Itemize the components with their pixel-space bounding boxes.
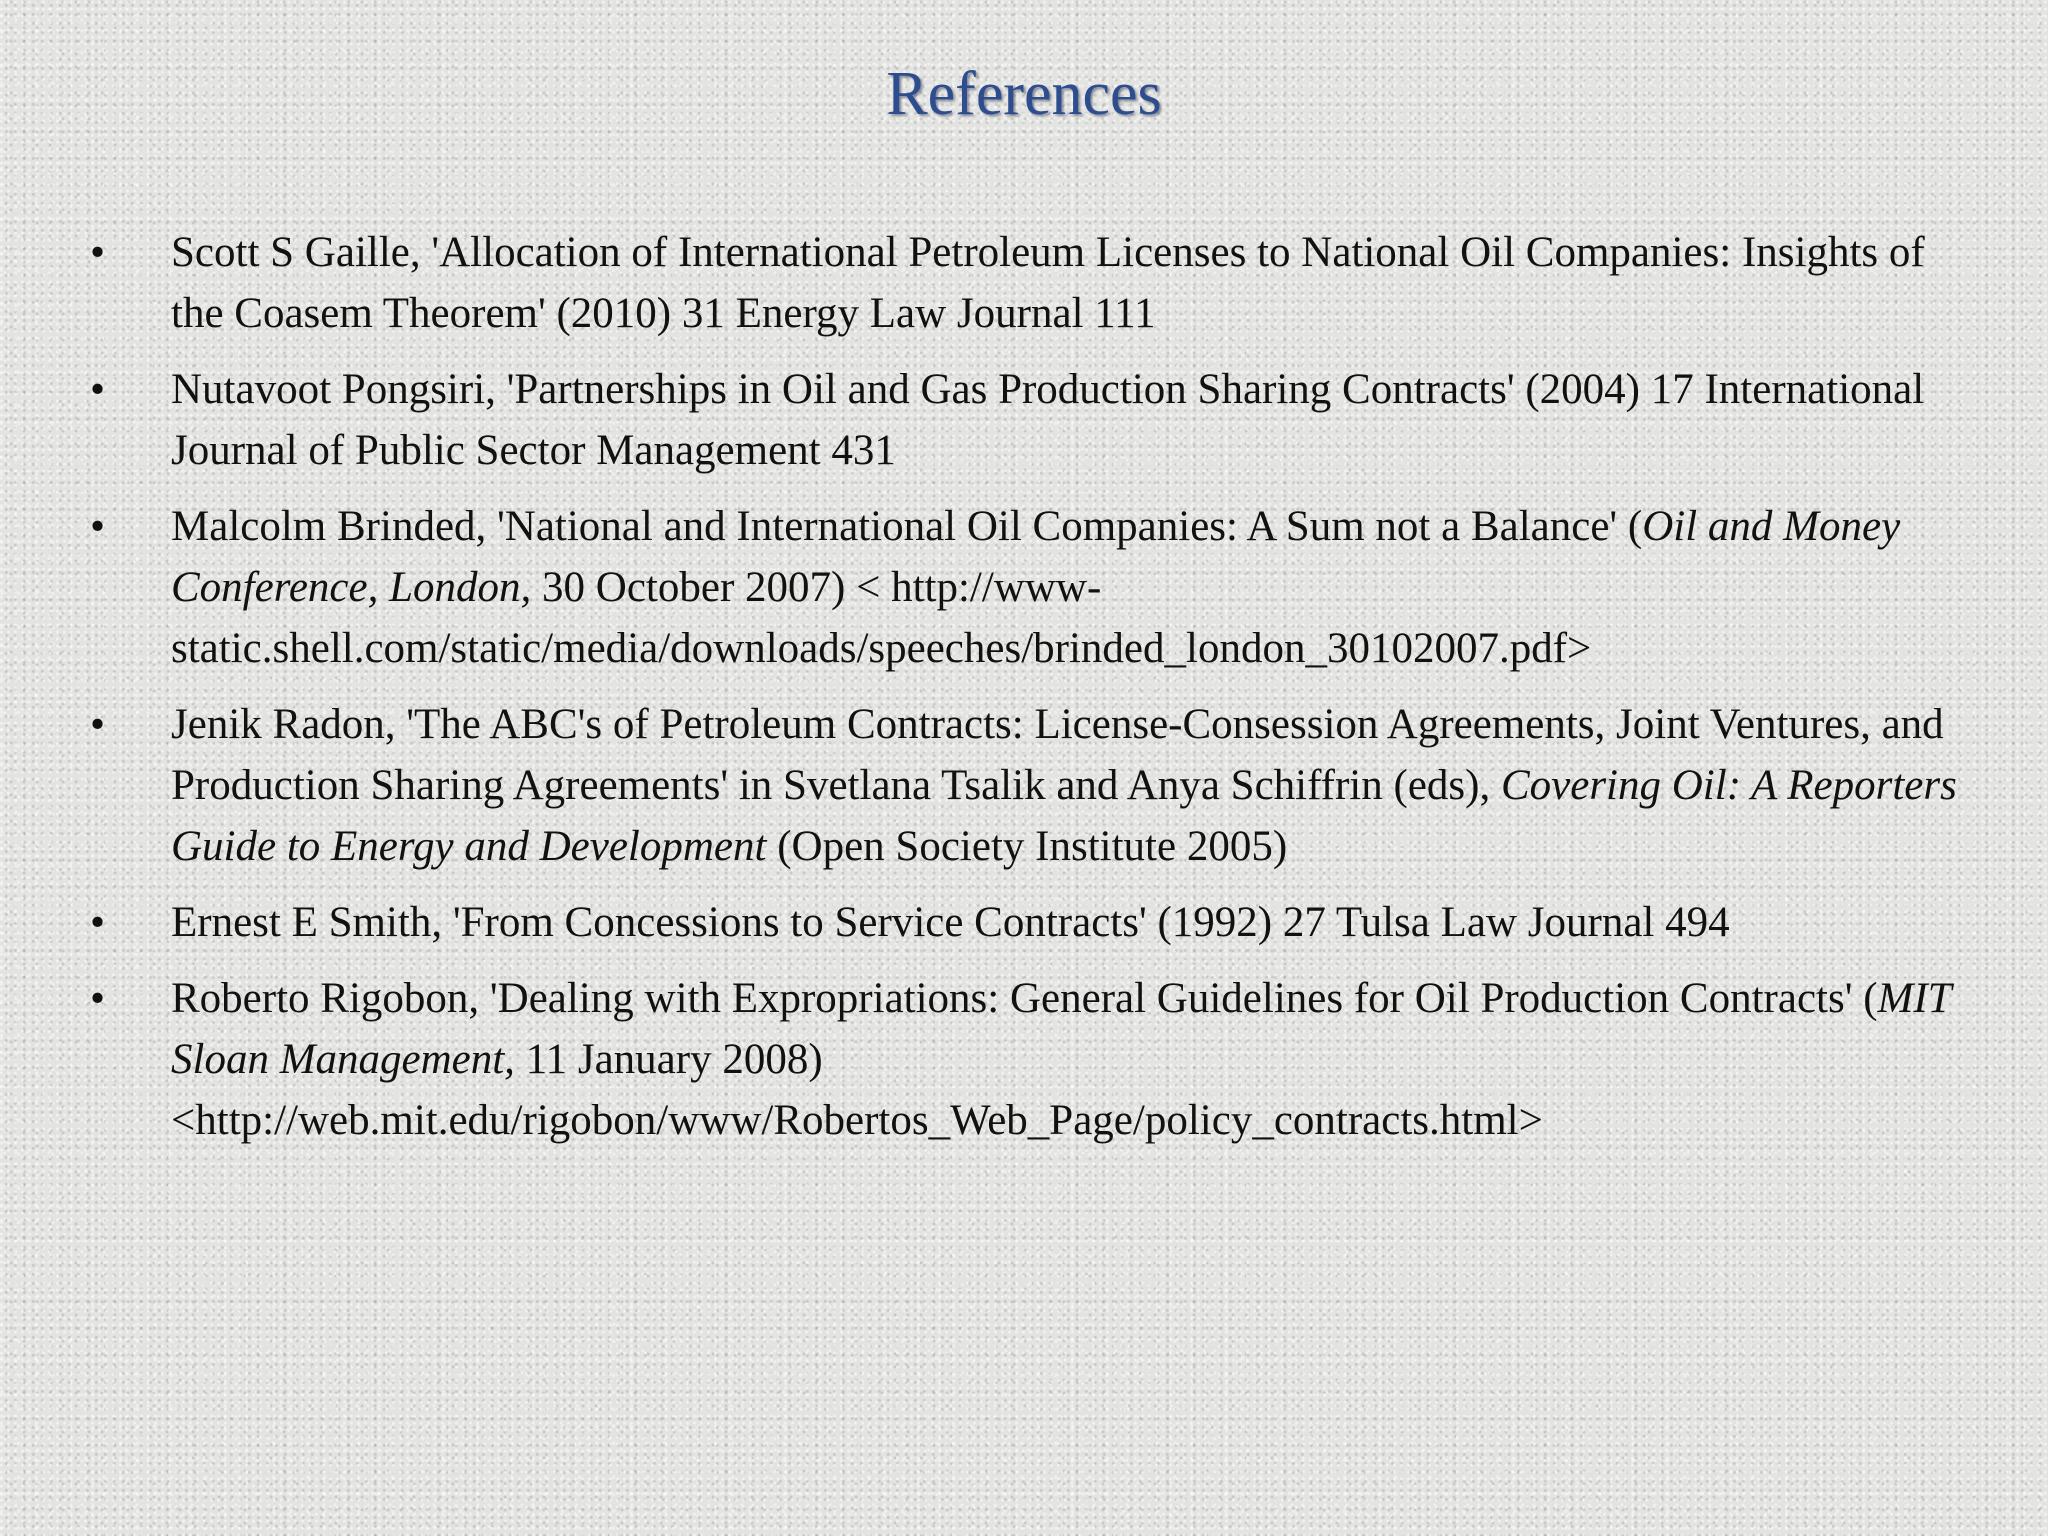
reference-italic-source: Oil and Money Conference, London,	[171, 503, 1901, 611]
reference-item	[85, 496, 1985, 679]
reference-item	[85, 359, 1985, 481]
reference-text-tail: (Open Society Institute 2005)	[766, 823, 1288, 870]
reference-italic-source: MIT Sloan Management,	[171, 975, 1951, 1083]
reference-text-tail: 11 January 2008) <http://web.mit.edu/rigobon/www/Robertos_Web_Page/policy_contracts.html>	[171, 1036, 1543, 1144]
reference-italic-source: Covering Oil: A Reporters Guide to Energy and Development	[171, 762, 1957, 870]
reference-text: Ernest E Smith, 'From Concessions to Service Contracts' (1992) 27 Tulsa Law Journal 494	[171, 899, 1730, 946]
bullet-icon: •	[90, 503, 106, 550]
bullet-icon: •	[90, 229, 106, 276]
references-list	[85, 222, 1985, 1166]
reference-item	[85, 694, 1985, 877]
bullet-icon: •	[90, 975, 106, 1022]
reference-text: Nutavoot Pongsiri, 'Partnerships in Oil and Gas Production Sharing Contracts' (2004) 17 International Journal of Public Sector Management 431	[171, 366, 1925, 474]
reference-item	[85, 968, 1985, 1151]
reference-item	[85, 892, 1985, 953]
slide-title: References	[886, 60, 1162, 128]
bullet-icon: •	[90, 366, 106, 413]
bullet-icon: •	[90, 701, 106, 748]
reference-text: Malcolm Brinded, 'National and International Oil Companies: A Sum not a Balance' (	[171, 503, 1643, 550]
reference-text: Jenik Radon, 'The ABC's of Petroleum Contracts: License-Consession Agreements, Joint Ventures, and Production Sharing Agreements' in Svetlana Tsalik and Anya Schiffrin (eds),	[171, 701, 1944, 809]
reference-text: Scott S Gaille, 'Allocation of International Petroleum Licenses to National Oil Companies: Insights of the Coasem Theorem' (2010) 31 Energy Law Journal 111	[171, 229, 1925, 337]
bullet-icon: •	[90, 899, 106, 946]
reference-text: Roberto Rigobon, 'Dealing with Expropriations: General Guidelines for Oil Production Contracts' (	[171, 975, 1878, 1022]
reference-text-tail: 30 October 2007) < http://www-static.shell.com/static/media/downloads/speeches/brinded_london_30102007.pdf>	[171, 564, 1592, 672]
reference-item	[85, 222, 1985, 344]
